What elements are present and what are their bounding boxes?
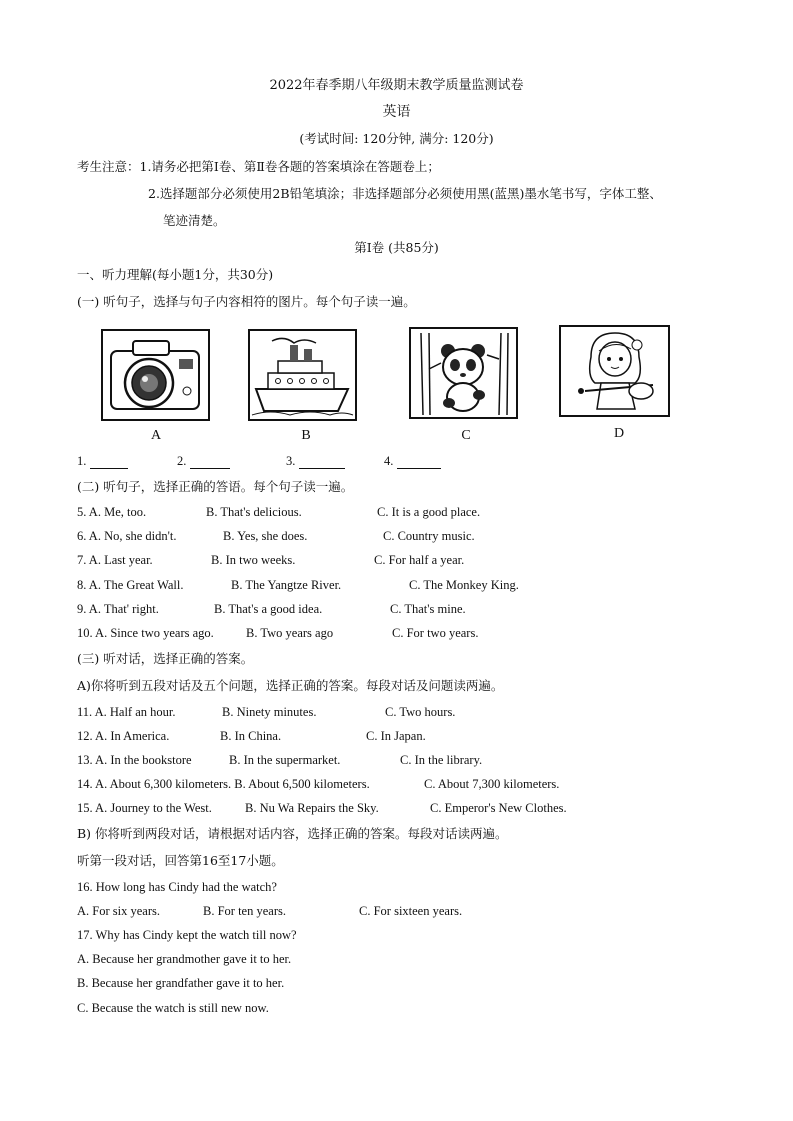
- q11-option-b: B. Ninety minutes.: [222, 705, 317, 719]
- picture-d-label: D: [613, 426, 625, 441]
- q14-option-c: C. About 7,300 kilometers.: [424, 777, 560, 791]
- q13-option-b: B. In the supermarket.: [229, 753, 341, 767]
- dialog1-title: 听第一段对话，回答第16至17小题。: [77, 853, 284, 868]
- panda-icon: [411, 329, 516, 417]
- q10-option-c: C. For two years.: [392, 626, 479, 640]
- q8-option-c: C. The Monkey King.: [409, 578, 519, 592]
- notice-line-3: 笔迹清楚。: [163, 213, 226, 228]
- q17-question: 17. Why has Cindy kept the watch till now?: [77, 928, 297, 942]
- blank-4[interactable]: 4.: [384, 454, 441, 469]
- q6-option-a: 6. A. No, she didn't.: [77, 529, 177, 543]
- q5-option-b: B. That's delicious.: [206, 505, 302, 519]
- q7-option-b: B. In two weeks.: [211, 553, 296, 567]
- subject-title: 英语: [382, 104, 411, 120]
- q11-option-c: C. Two hours.: [385, 705, 456, 719]
- q16-option-a: A. For six years.: [77, 904, 160, 918]
- sub2-title: (二) 听句子，选择正确的答语。每个句子读一遍。: [77, 479, 354, 494]
- sub3b-title: B) 你将听到两段对话，请根据对话内容，选择正确的答案。每段对话读两遍。: [77, 826, 508, 841]
- q17-option-a: A. Because her grandmother gave it to her.: [77, 952, 292, 966]
- sub1-title: (一) 听句子，选择与句子内容相符的图片。每个句子读一遍。: [77, 294, 416, 309]
- q13-option-a: 13. A. In the bookstore: [77, 753, 192, 767]
- notice-line-2: 2.选择题部分必须使用2B铅笔填涂；非选择题部分必须使用黑(蓝黑)墨水笔书写，字体工整、: [148, 186, 662, 201]
- section1-title: 一、听力理解(每小题1分，共30分): [77, 267, 274, 282]
- blank-1[interactable]: 1.: [77, 454, 128, 469]
- q13-option-c: C. In the library.: [400, 753, 483, 767]
- blank-2[interactable]: 2.: [177, 454, 230, 469]
- q17-option-c: C. Because the watch is still new now.: [77, 1001, 269, 1015]
- picture-a-label: A: [150, 428, 162, 443]
- q9-option-a: 9. A. That' right.: [77, 602, 159, 616]
- ship-icon: [250, 331, 355, 419]
- q7-option-c: C. For half a year.: [374, 553, 465, 567]
- picture-c: [409, 327, 518, 419]
- picture-a: [101, 329, 210, 421]
- picture-d: [559, 325, 670, 417]
- q17-option-b: B. Because her grandfather gave it to her.: [77, 976, 285, 990]
- girl-guitar-icon: [561, 327, 668, 415]
- q12-option-a: 12. A. In America.: [77, 729, 170, 743]
- notice-line-1: 考生注意：1.请务必把第Ⅰ卷、第Ⅱ卷各题的答案填涂在答题卷上；: [77, 159, 440, 174]
- q7-option-a: 7. A. Last year.: [77, 553, 153, 567]
- q10-option-a: 10. A. Since two years ago.: [77, 626, 214, 640]
- q5-option-c: C. It is a good place.: [377, 505, 481, 519]
- q6-option-b: B. Yes, she does.: [223, 529, 308, 543]
- picture-b: [248, 329, 357, 421]
- part1-title: 第Ⅰ卷 (共85分): [354, 240, 439, 255]
- q14-options-ab: 14. A. About 6,300 kilometers. B. About 6,500 kilometers.: [77, 777, 370, 791]
- camera-icon: [103, 331, 208, 419]
- q15-option-a: 15. A. Journey to the West.: [77, 801, 212, 815]
- q15-option-c: C. Emperor's New Clothes.: [430, 801, 567, 815]
- sub3a-title: A)你将听到五段对话及五个问题，选择正确的答案。每段对话及问题读两遍。: [77, 678, 504, 693]
- q6-option-c: C. Country music.: [383, 529, 475, 543]
- q16-question: 16. How long has Cindy had the watch?: [77, 880, 277, 894]
- blank-3[interactable]: 3.: [286, 454, 345, 469]
- q11-option-a: 11. A. Half an hour.: [77, 705, 176, 719]
- q12-option-c: C. In Japan.: [366, 729, 426, 743]
- q15-option-b: B. Nu Wa Repairs the Sky.: [245, 801, 379, 815]
- q8-option-a: 8. A. The Great Wall.: [77, 578, 184, 592]
- q8-option-b: B. The Yangtze River.: [231, 578, 342, 592]
- q16-option-c: C. For sixteen years.: [359, 904, 463, 918]
- exam-time-info: (考试时间: 120分钟, 满分: 120分): [299, 131, 494, 146]
- q9-option-b: B. That's a good idea.: [214, 602, 323, 616]
- q12-option-b: B. In China.: [220, 729, 282, 743]
- sub3-title: (三) 听对话，选择正确的答案。: [77, 651, 254, 666]
- picture-b-label: B: [301, 428, 311, 443]
- q9-option-c: C. That's mine.: [390, 602, 466, 616]
- q5-option-a: 5. A. Me, too.: [77, 505, 147, 519]
- q16-option-b: B. For ten years.: [203, 904, 286, 918]
- picture-c-label: C: [461, 428, 471, 443]
- exam-title: 2022年春季期八年级期末教学质量监测试卷: [269, 78, 524, 93]
- q10-option-b: B. Two years ago: [246, 626, 334, 640]
